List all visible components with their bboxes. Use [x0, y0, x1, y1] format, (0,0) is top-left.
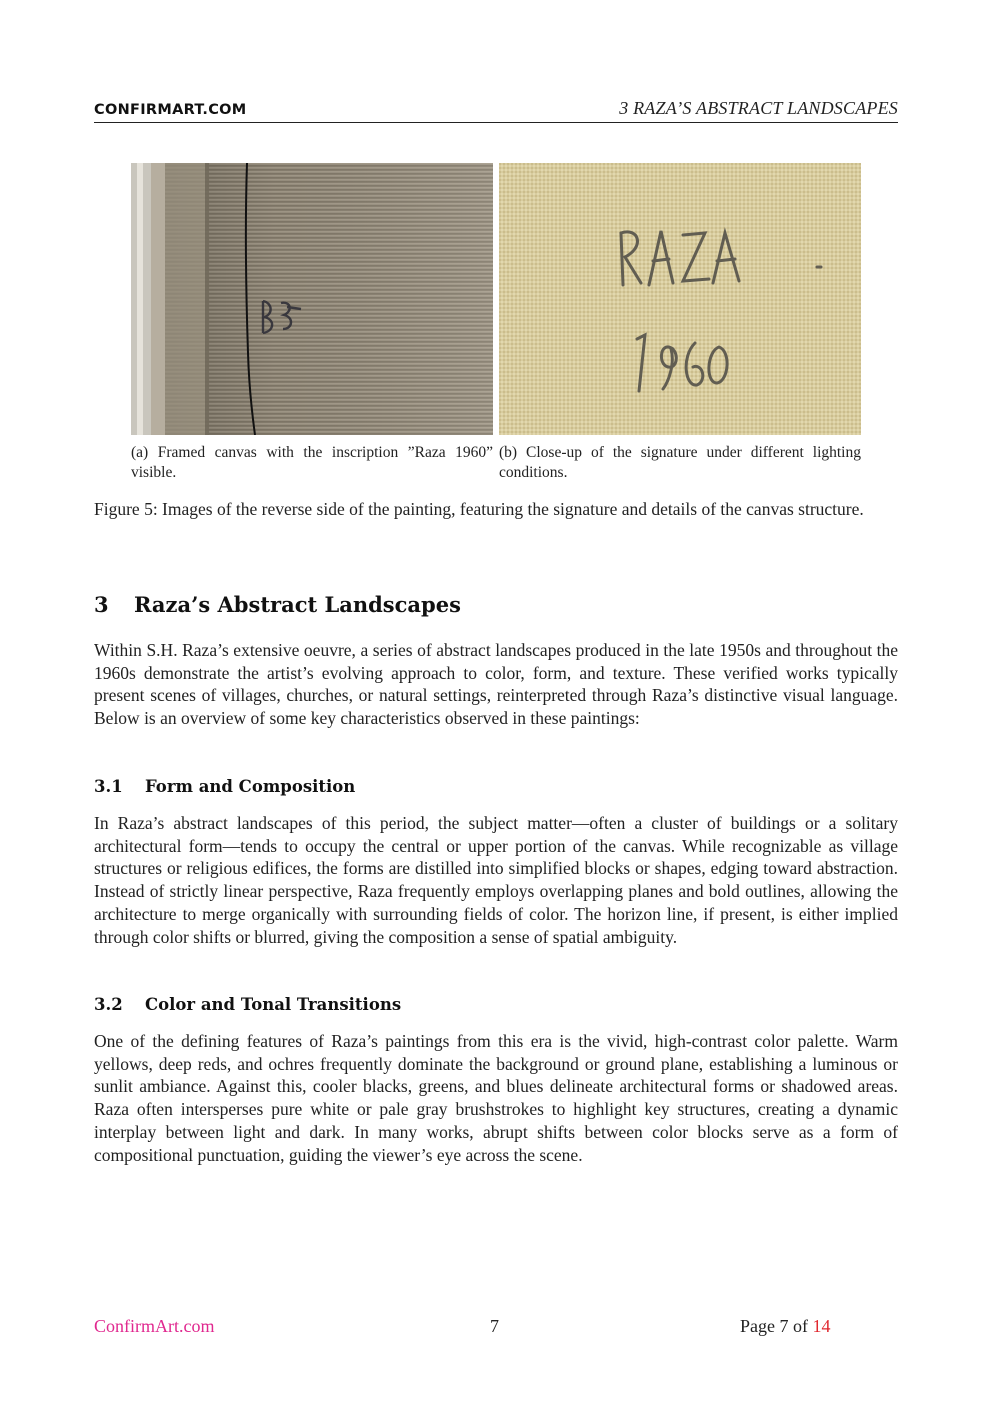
canvas-back-photo	[131, 163, 493, 435]
section-intro-paragraph: Within S.H. Raza’s extensive oeuvre, a series of abstract landscapes produced in the late 1950s and throughout the 1960s demonstrate the artist’s evolving approach to color, form, and texture. These verified works typically present scenes of villages, churches, or natural settings, reinterpreted through Raza’s distinctive visual language. Below is an overview of some key characteristics observed in these paintings:	[94, 640, 898, 729]
page-header	[94, 96, 898, 123]
figure-image-framed-canvas	[131, 163, 493, 435]
subsection-title: Form and Composition	[145, 777, 356, 796]
figure-caption: Figure 5: Images of the reverse side of the painting, featuring the signature and details of the canvas structure.	[94, 499, 864, 519]
subsection-paragraph-color: One of the defining features of Raza’s paintings from this era is the vivid, high-contrast color palette. Warm yellows, deep reds, and ochres frequently dominate the background or ground plane, establishing a luminous or sunlit ambiance. Against this, cooler blacks, greens, and blues delineate architectural forms or shadowed areas. Raza often intersperses pure white or pale gray brushstrokes to highlight key structures, creating a dynamic interplay between light and dark. In many works, abrupt shifts between color blocks serve as a form of compositional punctuation, guiding the viewer’s eye across the scene.	[94, 1031, 898, 1165]
running-head: 3 RAZA’S ABSTRACT LANDSCAPES	[619, 98, 898, 118]
footer-page-number: 7	[490, 1316, 499, 1336]
subsection-heading-form	[94, 777, 355, 796]
subsection-heading-color	[94, 995, 401, 1014]
footer-site-link[interactable]: ConfirmArt.com	[94, 1316, 215, 1336]
subcaption-a: (a) Framed canvas with the inscription ”Raza 1960” visible.	[131, 444, 493, 481]
section-number: 3	[94, 592, 109, 617]
subsection-number: 3.1	[94, 777, 123, 796]
site-logo: CONFIRMART.COM	[94, 102, 247, 118]
section-title: Raza’s Abstract Landscapes	[134, 592, 461, 617]
signature-photo	[499, 163, 861, 435]
figure-image-signature-closeup	[499, 163, 861, 435]
subsection-paragraph-form: In Raza’s abstract landscapes of this period, the subject matter—often a cluster of buildings or a solitary architectural form—tends to occupy the central or upper portion of the canvas. While recognizable as village structures or religious edifices, the forms are distilled into simplified blocks or shapes, edging toward abstraction. Instead of strictly linear perspective, Raza frequently employs overlapping planes and bold outlines, allowing the architecture to merge organically with surrounding fields of color. The horizon line, if present, is either implied through color shifts or blurred, giving the composition a sense of spatial ambiguity.	[94, 813, 898, 947]
subsection-number: 3.2	[94, 995, 123, 1014]
page-total-link[interactable]: 14	[812, 1316, 831, 1336]
section-heading	[94, 592, 461, 617]
subsection-title: Color and Tonal Transitions	[145, 995, 402, 1014]
page-label: Page 7 of	[740, 1316, 813, 1336]
footer-page-count	[740, 1316, 830, 1337]
subcaption-b: (b) Close-up of the signature under different lighting conditions.	[499, 444, 861, 481]
